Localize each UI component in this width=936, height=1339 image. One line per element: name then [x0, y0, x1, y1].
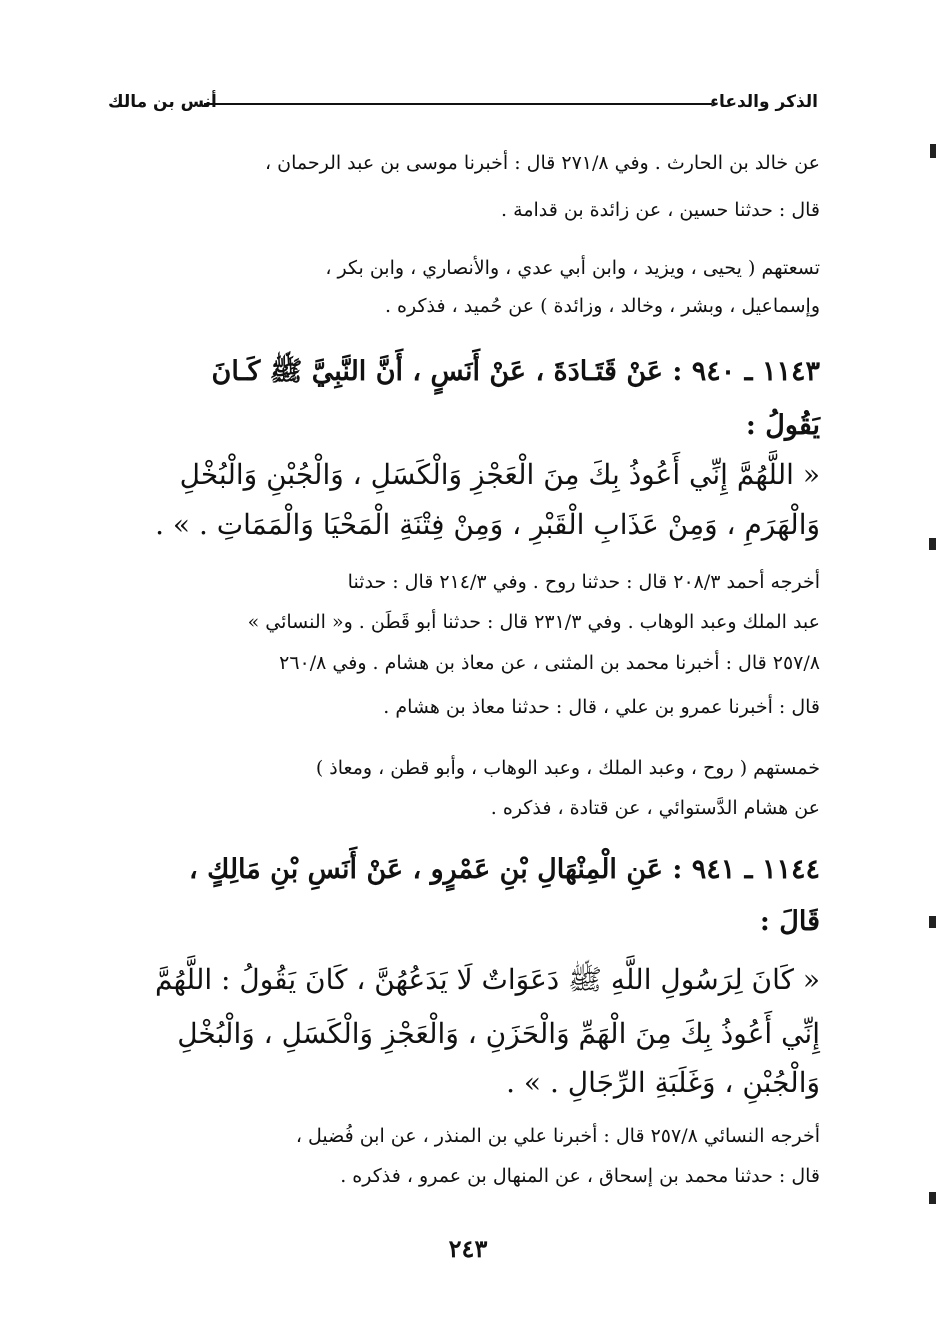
hadith-text: « اللَّهُمَّ إِنِّي أَعُوذُ بِكَ مِنَ الْعَجْزِ وَالْكَسَلِ ، وَالْجُبْنِ وَالْبُخْلِ — [179, 458, 820, 491]
hadith-text: « كَانَ لِرَسُولِ اللَّهِ ﷺ دَعَوَاتٌ لَا يَدَعُهُنَّ ، كَانَ يَقُولُ : اللَّهُمَّ — [155, 963, 820, 996]
edge-mark — [929, 538, 936, 550]
text-line: عن خالد بن الحارث . وفي ٢٧١/٨ قال : أخبرنا موسى بن عبد الرحمان ، — [264, 152, 820, 174]
text-line: أخرجه أحمد ٢٠٨/٣ قال : حدثنا روح . وفي ٢١٤/٣ قال : حدثنا — [347, 571, 820, 593]
text-line: قال : أخبرنا عمرو بن علي ، قال : حدثنا معاذ بن هشام . — [383, 696, 820, 718]
hadith-text: إِنِّي أَعُوذُ بِكَ مِنَ الْهَمِّ وَالْحَزَنِ ، وَالْعَجْزِ وَالْكَسَلِ ، وَالْبُخْلِ — [177, 1017, 820, 1050]
hadith-heading: قَالَ : — [759, 906, 820, 937]
text-line: قال : حدثنا محمد بن إسحاق ، عن المنهال بن عمرو ، فذكره . — [340, 1165, 820, 1187]
text-line: أخرجه النسائي ٢٥٧/٨ قال : أخبرنا علي بن المنذر ، عن ابن فُضيل ، — [295, 1125, 820, 1147]
page-number: ٢٤٣ — [448, 1234, 488, 1263]
text-line: عن هشام الدَّستوائي ، عن قتادة ، فذكره . — [490, 797, 820, 819]
edge-mark — [929, 1192, 936, 1204]
edge-mark — [930, 144, 936, 158]
text-line: ٢٥٧/٨ قال : أخبرنا محمد بن المثنى ، عن معاذ بن هشام . وفي ٢٦٠/٨ — [279, 652, 820, 674]
text-line: وإسماعيل ، وبشر ، وخالد ، وزائدة ) عن حُميد ، فذكره . — [384, 295, 820, 317]
hadith-heading: يَقُولُ : — [745, 410, 820, 441]
hadith-heading: ١١٤٣ ـ ٩٤٠ : عَنْ قَتَـادَةَ ، عَنْ أَنَسٍ ، أَنَّ النَّبِيَّ ﷺ كَـانَ — [211, 356, 820, 387]
edge-mark — [929, 916, 936, 928]
text-line: خمستهم ( روح ، وعبد الملك ، وعبد الوهاب ، وأبو قطن ، ومعاذ ) — [315, 757, 820, 779]
running-header — [108, 86, 818, 122]
hadith-text: وَالْجُبْنِ ، وَغَلَبَةِ الرِّجَالِ . » . — [506, 1066, 820, 1099]
header-chapter-title: الذكر والدعاء — [710, 92, 818, 112]
header-section-title: أنس بن مالك — [108, 92, 217, 112]
hadith-text: وَالْهَرَمِ ، وَمِنْ عَذَابِ الْقَبْرِ ، وَمِنْ فِتْنَةِ الْمَحْيَا وَالْمَمَاتِ . » . — [155, 508, 820, 541]
hadith-heading: ١١٤٤ ـ ٩٤١ : عَنِ الْمِنْهَالِ بْنِ عَمْرٍو ، عَنْ أَنَسِ بْنِ مَالِكٍ ، — [188, 854, 820, 885]
text-line: عبد الملك وعبد الوهاب . وفي ٢٣١/٣ قال : حدثنا أبو قَطَن . و« النسائي » — [247, 611, 820, 633]
header-rule — [204, 103, 712, 105]
text-line: قال : حدثنا حسين ، عن زائدة بن قدامة . — [501, 199, 820, 221]
text-line: تسعتهم ( يحيى ، ويزيد ، وابن أبي عدي ، والأنصاري ، وابن بكر ، — [325, 257, 820, 279]
